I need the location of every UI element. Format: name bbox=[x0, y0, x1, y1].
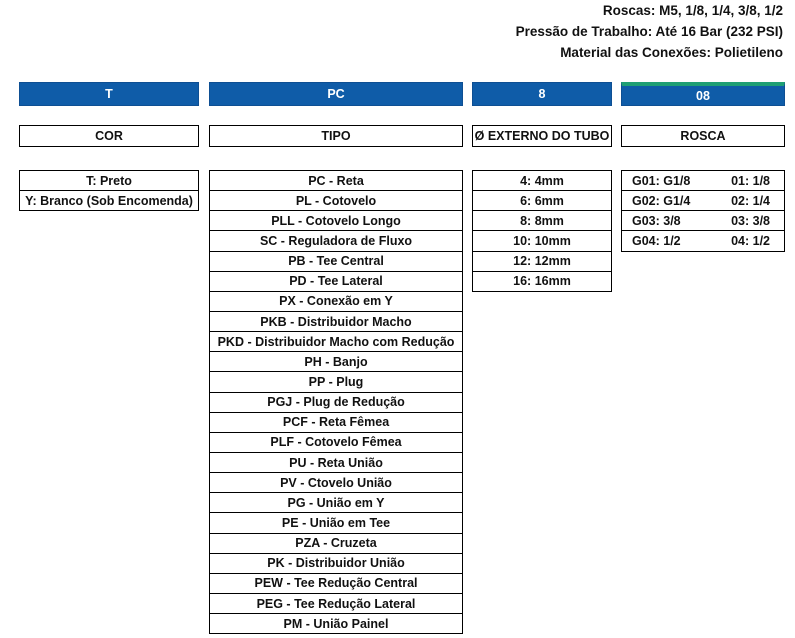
rosca-item bbox=[622, 191, 784, 211]
rosca-g-code: G02: G1/4 bbox=[632, 193, 691, 208]
header-rosca: ROSCA bbox=[621, 125, 785, 147]
column-cor bbox=[19, 82, 199, 211]
cor-item: T: Preto bbox=[20, 171, 198, 191]
rosca-code: 01: 1/8 bbox=[731, 173, 770, 188]
tipo-item: PG - União em Y bbox=[210, 493, 462, 513]
tubo-item: 12: 12mm bbox=[473, 252, 611, 272]
tipo-item: PL - Cotovelo bbox=[210, 191, 462, 211]
tubo-item: 6: 6mm bbox=[473, 191, 611, 211]
rosca-g-code: G01: G1/8 bbox=[632, 173, 691, 188]
code-tipo: PC bbox=[209, 82, 463, 106]
rosca-code: 02: 1/4 bbox=[731, 193, 770, 208]
cor-item: Y: Branco (Sob Encomenda) bbox=[20, 191, 198, 211]
rosca-item bbox=[622, 171, 784, 191]
tipo-item: PEG - Tee Redução Lateral bbox=[210, 594, 462, 614]
spec-material: Material das Conexões: Polietileno bbox=[560, 45, 783, 60]
tipo-item: PEW - Tee Redução Central bbox=[210, 574, 462, 594]
rosca-item bbox=[622, 211, 784, 231]
tipo-item: PD - Tee Lateral bbox=[210, 272, 462, 292]
spec-pressure: Pressão de Trabalho: Até 16 Bar (232 PSI) bbox=[515, 24, 783, 39]
list-rosca bbox=[621, 170, 785, 252]
tubo-item: 10: 10mm bbox=[473, 231, 611, 251]
header-cor: COR bbox=[19, 125, 199, 147]
tipo-item: PE - União em Tee bbox=[210, 513, 462, 533]
tipo-item: PLF - Cotovelo Fêmea bbox=[210, 433, 462, 453]
tipo-item: PH - Banjo bbox=[210, 352, 462, 372]
list-cor bbox=[19, 170, 199, 211]
column-tubo bbox=[472, 82, 612, 292]
tipo-item: PM - União Painel bbox=[210, 614, 462, 634]
rosca-g-code: G04: 1/2 bbox=[632, 233, 681, 248]
code-cor: T bbox=[19, 82, 199, 106]
rosca-g-code: G03: 3/8 bbox=[632, 213, 681, 228]
tipo-item: PB - Tee Central bbox=[210, 252, 462, 272]
list-tipo bbox=[209, 170, 463, 634]
tipo-item: PV - Ctovelo União bbox=[210, 473, 462, 493]
tipo-item: PC - Reta bbox=[210, 171, 462, 191]
code-tubo: 8 bbox=[472, 82, 612, 106]
tipo-item: PU - Reta União bbox=[210, 453, 462, 473]
tipo-item: PZA - Cruzeta bbox=[210, 534, 462, 554]
spec-threads: Roscas: M5, 1/8, 1/4, 3/8, 1/2 bbox=[602, 3, 783, 18]
rosca-code: 03: 3/8 bbox=[731, 213, 770, 228]
column-rosca bbox=[621, 82, 785, 252]
column-tipo bbox=[209, 82, 463, 634]
tipo-item: PX - Conexão em Y bbox=[210, 292, 462, 312]
tubo-item: 16: 16mm bbox=[473, 272, 611, 292]
tipo-item: SC - Reguladora de Fluxo bbox=[210, 231, 462, 251]
header-tipo: TIPO bbox=[209, 125, 463, 147]
rosca-item bbox=[622, 231, 784, 251]
tipo-item: PKD - Distribuidor Macho com Redução bbox=[210, 332, 462, 352]
header-tubo: Ø EXTERNO DO TUBO bbox=[472, 125, 612, 147]
specifications bbox=[516, 0, 783, 63]
list-tubo bbox=[472, 170, 612, 292]
tipo-item: PK - Distribuidor União bbox=[210, 554, 462, 574]
tubo-item: 4: 4mm bbox=[473, 171, 611, 191]
tipo-item: PLL - Cotovelo Longo bbox=[210, 211, 462, 231]
rosca-code: 04: 1/2 bbox=[731, 233, 770, 248]
tipo-item: PKB - Distribuidor Macho bbox=[210, 312, 462, 332]
code-rosca: 08 bbox=[621, 82, 785, 106]
tipo-item: PP - Plug bbox=[210, 372, 462, 392]
tipo-item: PCF - Reta Fêmea bbox=[210, 413, 462, 433]
tipo-item: PGJ - Plug de Redução bbox=[210, 393, 462, 413]
tubo-item: 8: 8mm bbox=[473, 211, 611, 231]
